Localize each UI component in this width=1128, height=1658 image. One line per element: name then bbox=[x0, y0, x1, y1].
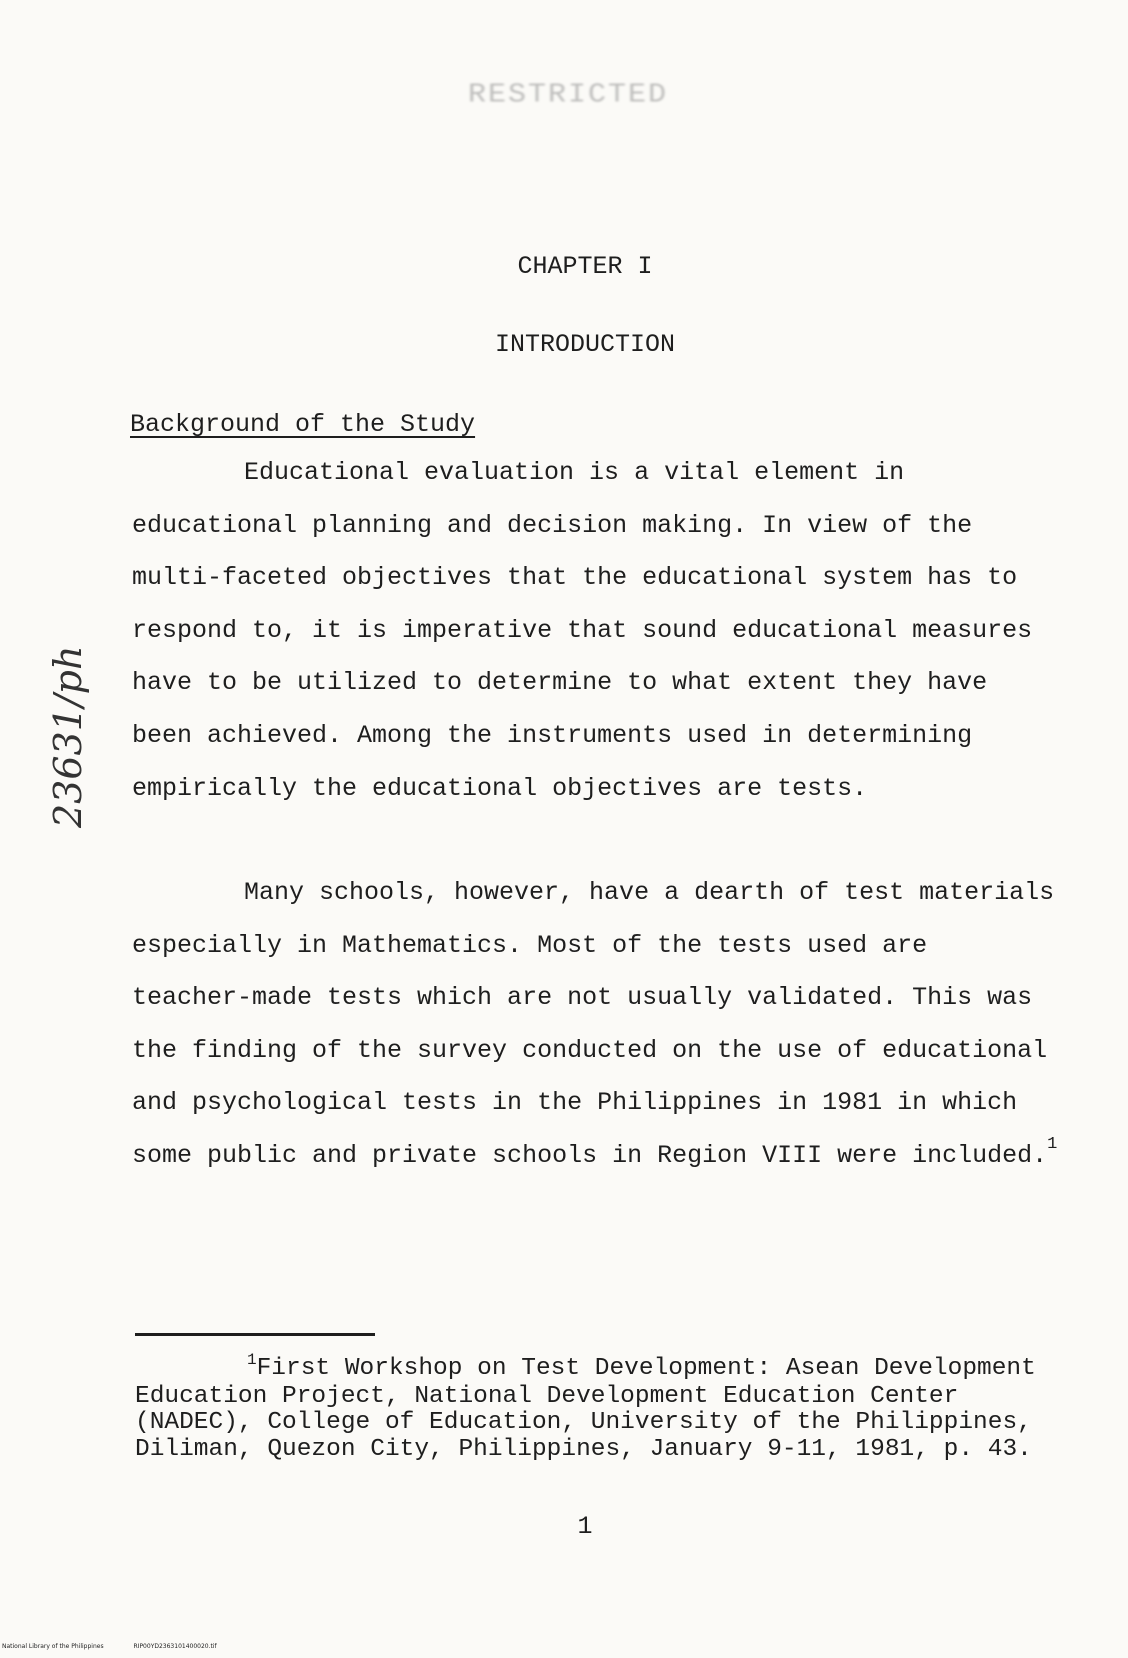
section-heading: Background of the Study bbox=[130, 410, 476, 439]
scan-code: RIP00YD2363101400020.tif bbox=[133, 1643, 217, 1650]
body-paragraph-2 bbox=[132, 867, 1062, 1186]
chapter-label: CHAPTER I bbox=[517, 252, 653, 281]
body-paragraph-1 bbox=[132, 447, 1062, 815]
paragraph-text: Educational evaluation is a vital element in educational planning and decision making. In view of the multi-faceted objectives that the educational system has to respond to, it is imperative that sound educational measures have to be utilized to determine to what extent they have been achieved. Among the instruments used in determining empirically the educational objectives are tests. bbox=[132, 458, 1033, 803]
footnote-reference: 1 bbox=[1047, 1134, 1058, 1154]
faded-stamp: RESTRICTED bbox=[468, 80, 669, 111]
footnote-divider bbox=[135, 1333, 375, 1336]
paragraph-text bbox=[132, 867, 1062, 1186]
page-number: 1 bbox=[577, 1512, 593, 1541]
paragraph-text-content: Many schools, however, have a dearth of test materials especially in Mathematics. Most of the tests used are teacher-made tests which are not usually validated. This was the finding of the survey conducted on the use of educational and psychological tests in the Philippines in 1981 in which some public and private schools in Region VIII were included. bbox=[132, 878, 1055, 1170]
library-credit: National Library of the Philippines bbox=[2, 1643, 104, 1650]
footnote bbox=[135, 1351, 1075, 1463]
handwritten-margin-annotation: 23631/ph bbox=[46, 645, 90, 828]
footnote-body: First Workshop on Test Development: Asean Development Education Project, National Development Education Center (NADEC), College of Education, University of the Philippines, Diliman, Quezon City, Philippines, January 9-11, 1981, p. 43. bbox=[135, 1355, 1036, 1463]
chapter-title: INTRODUCTION bbox=[494, 330, 676, 359]
scan-credit bbox=[2, 1643, 245, 1650]
footnote-text bbox=[135, 1351, 1075, 1463]
footnote-marker: 1 bbox=[247, 1351, 257, 1369]
